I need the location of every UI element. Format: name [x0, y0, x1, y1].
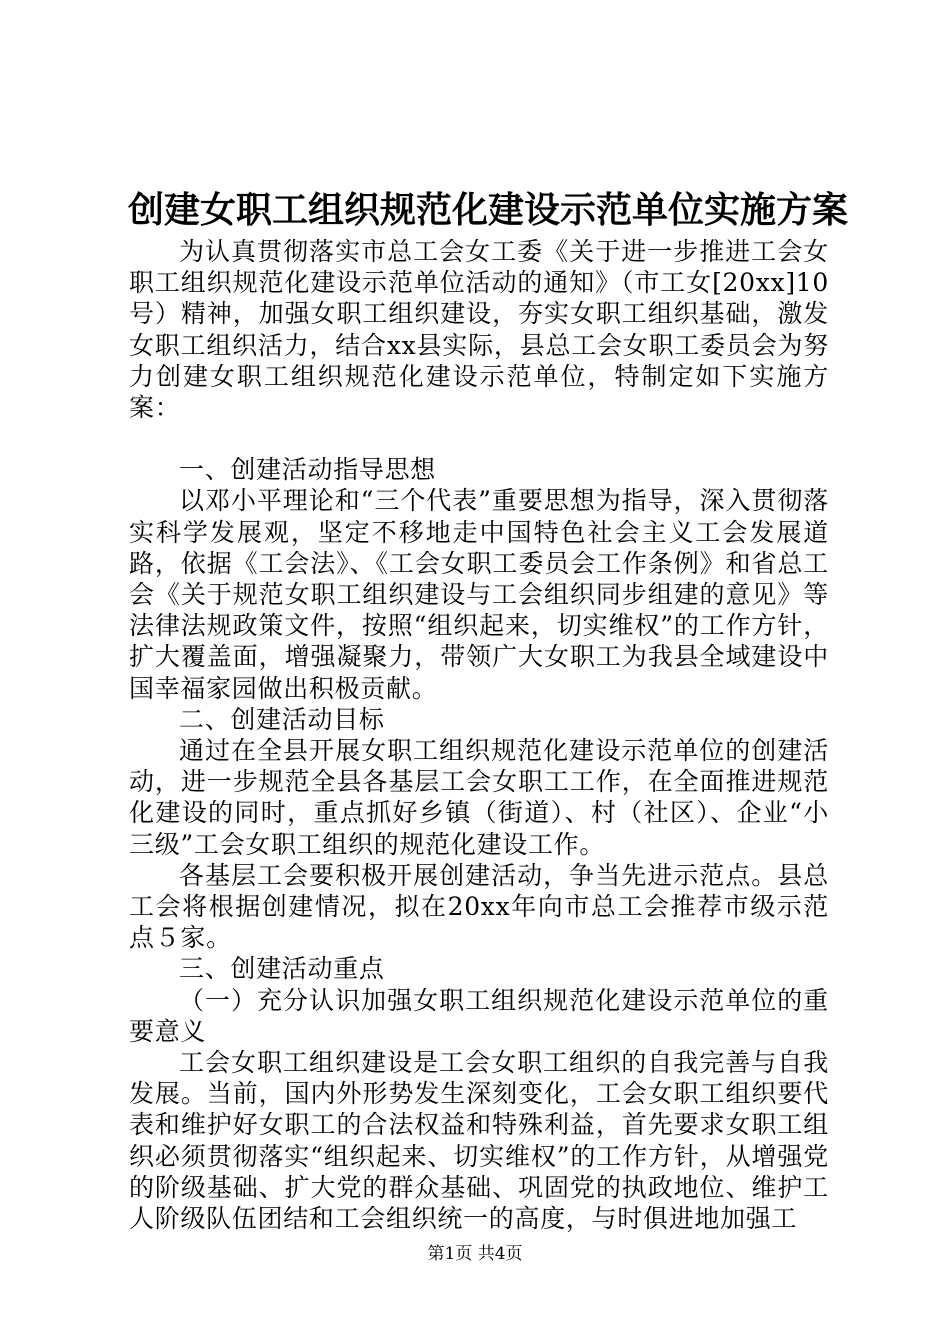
section-paragraph-2b: 各基层工会要积极开展创建活动，争当先进示范点。县总工会将根据创建情况，拟在20xx年向市总工会推荐市级示范点５家。	[129, 860, 829, 953]
document-body	[129, 236, 829, 1234]
page-footer: 第1页 共4页	[427, 1244, 523, 1264]
paragraph-gap	[129, 423, 829, 454]
document-title: 创建女职工组织规范化建设示范单位实施方案	[128, 189, 849, 231]
section-paragraph-1: 以邓小平理论和“三个代表”重要思想为指导，深入贯彻落实科学发展观，坚定不移地走中国特色社会主义工会发展道路，依据《工会法》、《工会女职工委员会工作条例》和省总工会《关于规范女职工组织建设与工会组织同步组建的意见》等法律法规政策文件，按照“组织起来，切实维权”的工作方针，扩大覆盖面，增强凝聚力，带领广大女职工为我县全域建设中国幸福家园做出积极贡献。	[129, 486, 829, 703]
section-paragraph-2a: 通过在全县开展女职工组织规范化建设示范单位的创建活动，进一步规范全县各基层工会女职工工作，在全面推进规范化建设的同时，重点抓好乡镇（街道）、村（社区）、企业“小三级”工会女职工组织的规范化建设工作。	[129, 736, 829, 859]
section-paragraph-3: 工会女职工组织建设是工会女职工组织的自我完善与自我发展。当前，国内外形势发生深刻变化，工会女职工组织要代表和维护好女职工的合法权益和特殊利益，首先要求女职工组织必须贯彻落实“组织起来、切实维权”的工作方针，从增强党的阶级基础、扩大党的群众基础、巩固党的执政地位、维护工人阶级队伍团结和工会组织统一的高度，与时俱进地加强工	[129, 1048, 829, 1234]
section-heading-1: 一、创建活动指导思想	[179, 455, 437, 485]
section-heading-2: 二、创建活动目标	[179, 704, 385, 734]
section-heading-3: 三、创建活动重点	[179, 954, 385, 984]
subsection-heading-3-1: （一）充分认识加强女职工组织规范化建设示范单位的重要意义	[129, 985, 829, 1046]
intro-paragraph: 为认真贯彻落实市总工会女工委《关于进一步推进工会女职工组织规范化建设示范单位活动的通知》（市工女[20xx]10号）精神，加强女职工组织建设，夯实女职工组织基础，激发女职工组织活力，结合xx县实际，县总工会女职工委员会为努力创建女职工组织规范化建设示范单位，特制定如下实施方案：	[129, 237, 829, 423]
